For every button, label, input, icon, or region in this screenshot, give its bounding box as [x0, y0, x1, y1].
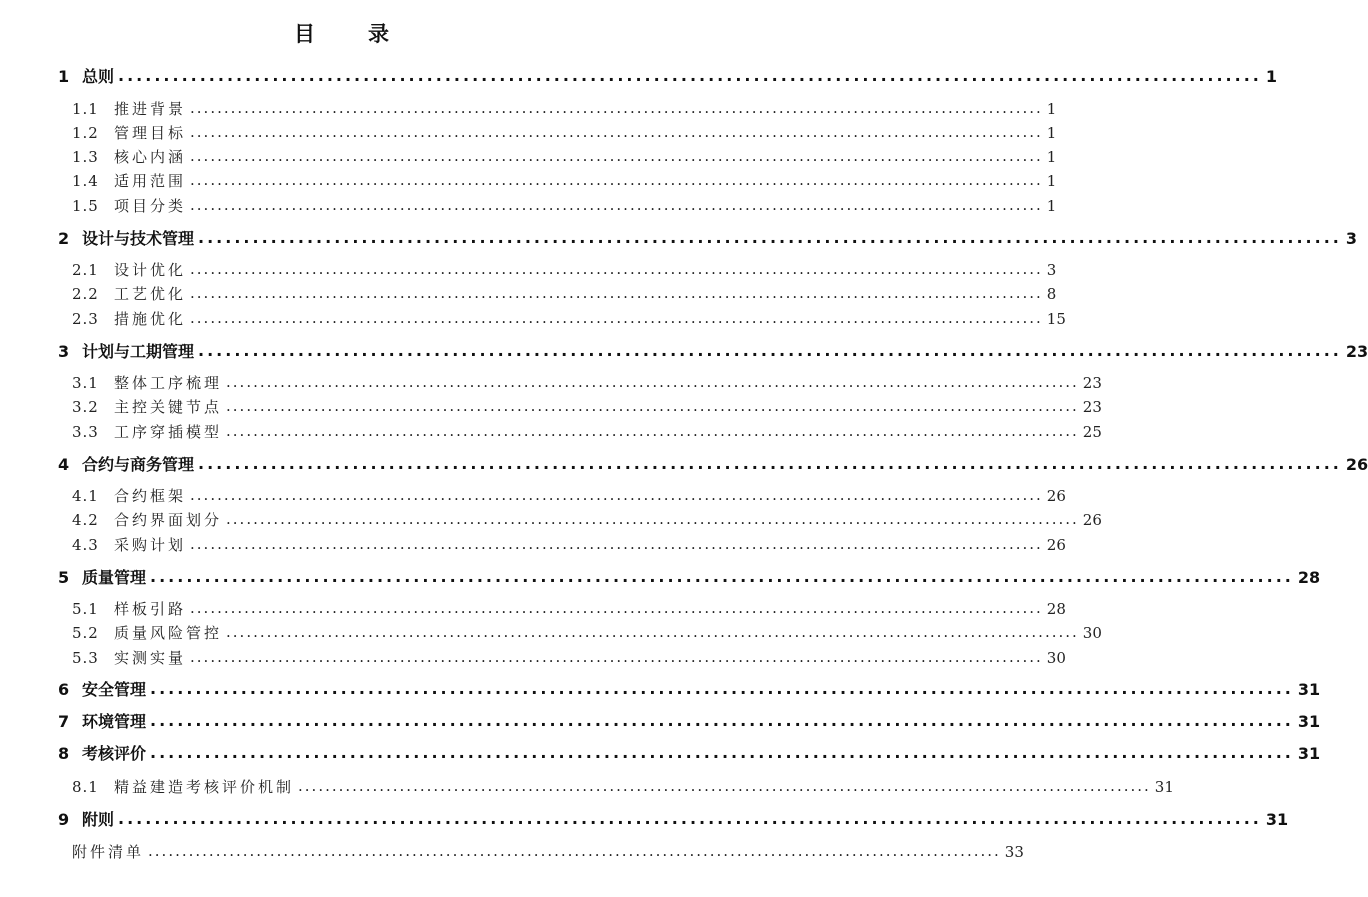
toc-entry-label: 质量风险管控 [114, 624, 223, 642]
toc-entry-label: 精益建造考核评价机制 [114, 778, 295, 796]
toc-section-row[interactable] [72, 98, 1057, 120]
toc-entry-number: 1.1 [72, 100, 99, 118]
toc-entry-label: 计划与工期管理 [82, 342, 195, 361]
toc-dot-leader: .............................................................................................................................. [226, 623, 1079, 641]
toc-chapter-row[interactable] [58, 65, 1277, 89]
toc-section-row[interactable] [72, 259, 1057, 281]
toc-dot-leader: .............................................................................................................................. [148, 842, 1001, 860]
toc-chapter-row[interactable] [58, 227, 1357, 251]
toc-entry-label: 适用范围 [114, 172, 187, 190]
toc-dot-leader: .............................................................................................................................. [190, 648, 1043, 666]
toc-entry-number: 3 [58, 342, 70, 361]
toc-entry-label: 推进背景 [114, 100, 187, 118]
toc-entry-number: 8 [58, 744, 70, 763]
toc-entry-number: 4 [58, 455, 70, 474]
toc-section-row[interactable] [72, 485, 1066, 507]
toc-dot-leader: .............................................................................................................................. [118, 809, 1262, 828]
toc-dot-leader: .............................................................................................................................. [226, 510, 1079, 528]
toc-entry-label: 样板引路 [114, 600, 187, 618]
toc-page-number: 30 [1046, 649, 1066, 667]
toc-dot-leader: .............................................................................................................................. [226, 373, 1079, 391]
toc-entry-label: 项目分类 [114, 197, 187, 215]
toc-page-number: 31 [1265, 810, 1289, 829]
toc-page-number: 1 [1046, 148, 1057, 166]
toc-dot-leader: .............................................................................................................................. [198, 228, 1342, 247]
toc-entry-number: 3.3 [72, 423, 99, 441]
toc-entry-number: 1.3 [72, 148, 99, 166]
toc-dot-leader: .............................................................................................................................. [150, 711, 1294, 730]
toc-page-number: 33 [1004, 843, 1024, 861]
toc-dot-leader: .............................................................................................................................. [190, 284, 1043, 302]
toc-entry-number: 2.1 [72, 261, 99, 279]
toc-page-number: 3 [1046, 261, 1057, 279]
toc-section-row[interactable] [72, 122, 1057, 144]
toc-entry-number: 1 [58, 67, 70, 86]
toc-page-number: 1 [1046, 124, 1057, 142]
toc-entry-number: 5.1 [72, 600, 99, 618]
toc-entry-label: 实测实量 [114, 649, 187, 667]
toc-entry-label: 管理目标 [114, 124, 187, 142]
toc-entry-label: 合约界面划分 [114, 511, 223, 529]
toc-chapter-row[interactable] [58, 710, 1321, 734]
toc-section-row[interactable] [72, 396, 1102, 418]
toc-section-row[interactable] [72, 146, 1057, 168]
toc-entry-number: 4.3 [72, 536, 99, 554]
toc-section-row[interactable] [72, 841, 1024, 863]
toc-dot-leader: .............................................................................................................................. [190, 196, 1043, 214]
toc-page-number: 26 [1046, 487, 1066, 505]
toc-entry-label: 附件清单 [72, 843, 145, 861]
toc-dot-leader: .............................................................................................................................. [198, 341, 1342, 360]
toc-section-row[interactable] [72, 372, 1102, 394]
toc-entry-number: 6 [58, 680, 70, 699]
toc-dot-leader: .............................................................................................................................. [198, 454, 1342, 473]
toc-dot-leader: .............................................................................................................................. [190, 599, 1043, 617]
toc-section-row[interactable] [72, 421, 1102, 443]
toc-entry-number: 1.2 [72, 124, 99, 142]
toc-entry-label: 工序穿插模型 [114, 423, 223, 441]
toc-chapter-row[interactable] [58, 453, 1368, 477]
toc-entry-label: 设计优化 [114, 261, 187, 279]
toc-dot-leader: .............................................................................................................................. [190, 123, 1043, 141]
toc-entry-label: 设计与技术管理 [82, 229, 195, 248]
toc-entry-number: 8.1 [72, 778, 99, 796]
toc-title: 目 录 [294, 22, 405, 46]
toc-page-number: 31 [1154, 778, 1174, 796]
toc-dot-leader: .............................................................................................................................. [190, 309, 1043, 327]
toc-entry-number: 4.2 [72, 511, 99, 529]
toc-section-row[interactable] [72, 776, 1174, 798]
toc-chapter-row[interactable] [58, 566, 1321, 590]
toc-chapter-row[interactable] [58, 340, 1368, 364]
toc-page-number: 23 [1082, 374, 1102, 392]
toc-entry-number: 3.1 [72, 374, 99, 392]
toc-entry-label: 安全管理 [82, 680, 147, 699]
toc-entry-number: 1.4 [72, 172, 99, 190]
toc-page-number: 1 [1046, 100, 1057, 118]
toc-page-number: 26 [1046, 536, 1066, 554]
toc-dot-leader: .............................................................................................................................. [150, 679, 1294, 698]
toc-entry-number: 2.2 [72, 285, 99, 303]
toc-entry-label: 考核评价 [82, 744, 147, 763]
toc-entry-label: 核心内涵 [114, 148, 187, 166]
toc-chapter-row[interactable] [58, 808, 1289, 832]
toc-entry-number: 1.5 [72, 197, 99, 215]
toc-dot-leader: .............................................................................................................................. [190, 535, 1043, 553]
toc-entry-label: 工艺优化 [114, 285, 187, 303]
toc-page-number: 3 [1345, 229, 1357, 248]
toc-entry-label: 环境管理 [82, 712, 147, 731]
toc-entry-number: 5.3 [72, 649, 99, 667]
toc-page-number: 23 [1082, 398, 1102, 416]
toc-section-row[interactable] [72, 647, 1066, 669]
toc-page-number: 25 [1082, 423, 1102, 441]
toc-dot-leader: .............................................................................................................................. [298, 777, 1151, 795]
toc-page-number: 1 [1046, 172, 1057, 190]
toc-dot-leader: .............................................................................................................................. [190, 171, 1043, 189]
toc-dot-leader: .............................................................................................................................. [150, 567, 1294, 586]
toc-section-row[interactable] [72, 622, 1102, 644]
toc-page-number: 31 [1297, 712, 1321, 731]
toc-entry-label: 合约与商务管理 [82, 455, 195, 474]
toc-dot-leader: .............................................................................................................................. [226, 397, 1079, 415]
toc-entry-number: 4.1 [72, 487, 99, 505]
toc-page-number: 31 [1297, 744, 1321, 763]
toc-entry-label: 附则 [82, 810, 115, 829]
toc-dot-leader: .............................................................................................................................. [190, 99, 1043, 117]
toc-section-row[interactable] [72, 195, 1057, 217]
toc-page-number: 26 [1345, 455, 1368, 474]
toc-section-row[interactable] [72, 534, 1066, 556]
toc-entry-label: 总则 [82, 67, 115, 86]
toc-entry-number: 5 [58, 568, 70, 587]
toc-entry-label: 措施优化 [114, 310, 187, 328]
toc-entry-label: 质量管理 [82, 568, 147, 587]
toc-entry-label: 采购计划 [114, 536, 187, 554]
toc-entry-number: 2 [58, 229, 70, 248]
toc-page-number: 31 [1297, 680, 1321, 699]
toc-entry-label: 主控关键节点 [114, 398, 223, 416]
toc-entry-number: 7 [58, 712, 70, 731]
toc-chapter-row[interactable] [58, 678, 1321, 702]
toc-dot-leader: .............................................................................................................................. [226, 422, 1079, 440]
toc-entry-label: 整体工序梳理 [114, 374, 223, 392]
toc-dot-leader: .............................................................................................................................. [150, 743, 1294, 762]
toc-section-row[interactable] [72, 308, 1066, 330]
toc-page-number: 15 [1046, 310, 1066, 328]
toc-page-number: 26 [1082, 511, 1102, 529]
toc-section-row[interactable] [72, 170, 1057, 192]
toc-page-number: 23 [1345, 342, 1368, 361]
toc-dot-leader: .............................................................................................................................. [190, 147, 1043, 165]
toc-section-row[interactable] [72, 509, 1102, 531]
toc-section-row[interactable] [72, 598, 1066, 620]
toc-entry-label: 合约框架 [114, 487, 187, 505]
toc-entry-number: 3.2 [72, 398, 99, 416]
toc-dot-leader: .............................................................................................................................. [190, 260, 1043, 278]
toc-dot-leader: .............................................................................................................................. [118, 66, 1262, 85]
toc-page-number: 1 [1265, 67, 1277, 86]
toc-entry-number: 5.2 [72, 624, 99, 642]
toc-page-number: 30 [1082, 624, 1102, 642]
toc-section-row[interactable] [72, 283, 1057, 305]
toc-entry-number: 2.3 [72, 310, 99, 328]
toc-page-number: 8 [1046, 285, 1057, 303]
toc-page-number: 28 [1297, 568, 1321, 587]
toc-page-number: 28 [1046, 600, 1066, 618]
toc-chapter-row[interactable] [58, 742, 1321, 766]
toc-dot-leader: .............................................................................................................................. [190, 486, 1043, 504]
toc-page-number: 1 [1046, 197, 1057, 215]
toc-entry-number: 9 [58, 810, 70, 829]
